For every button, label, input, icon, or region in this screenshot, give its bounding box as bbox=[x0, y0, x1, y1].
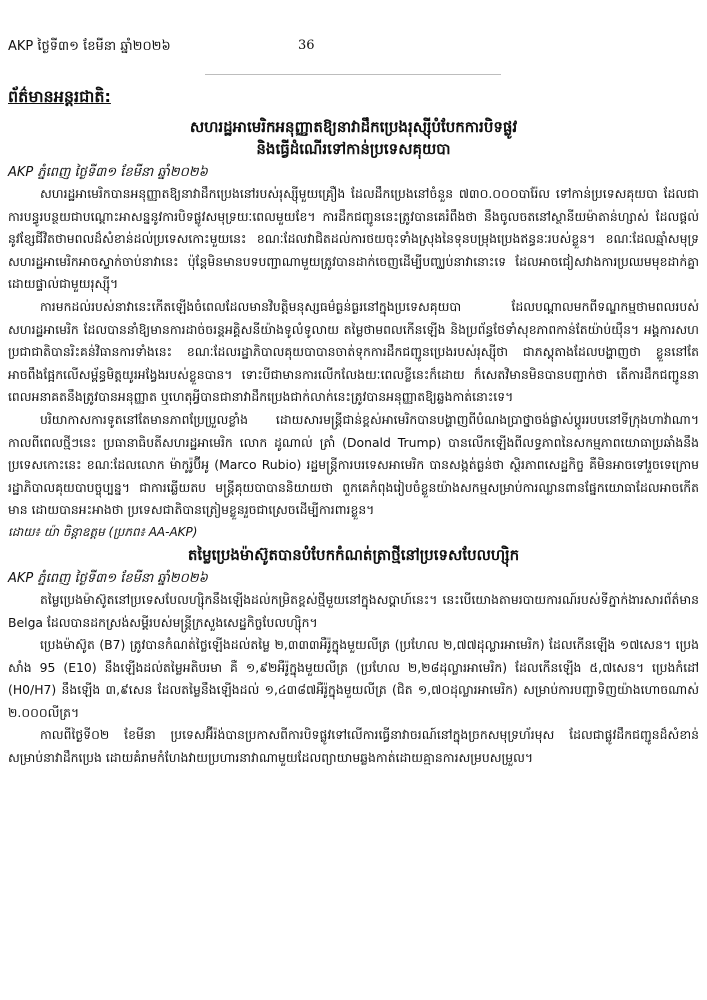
article2-paragraph: ប្រេងម៉ាស៊ូត (B7) ត្រូវបានកំណត់ថ្លៃឡើងដល់តម្លៃ ២,៣៣៣អឺរ៉ូក្នុងមួយលីត្រ (ប្រហែល ២,៧៧ដុល្លារអាមេរិក) ដែលកើនឡើង ១៧សេន។ ប្រេងសាំង 95 (E10) នឹងឡើងដល់តម្លៃអតិបរមា គឺ ១,៩២អឺរ៉ូក្នុងមួយលីត្រ (ប្រហែល ២,២៨ដុល្លារអាមេរិក) ដែលកើនឡើង ៥,៧សេន។ ប្រេងកំដៅ (H0/H7) នឹងឡើង ៣,៩សេន ដែលតម្លៃនឹងឡើងដល់ ១,៤៣៨៧អឺរ៉ូក្នុងមួយលីត្រ (ជិត ១,៧០ដុល្លារអាមេរិក) សម្រាប់ការបញ្ជាទិញយ៉ាងហោចណាស់ ២.០០០លីត្រ។ bbox=[8, 637, 699, 720]
page-number: 36 bbox=[298, 38, 315, 53]
article1-paragraph: សហរដ្ឋអាមេរិកបានអនុញ្ញាតឱ្យនាវាដឹកប្រេងនៅរបស់រុស្ស៊ីមួយគ្រឿង ដែលដឹកប្រេងនៅចំនួន ៧៣០.០០០បារ៉ែល ទៅកាន់ប្រទេសគុយបា ដែលជាការបន្ធូរបន្ថយជាបណ្ដោះអាសន្ននូវការបិទផ្លូវសមុទ្រយៈពេលមួយខែ។ ការដឹកជញ្ជូននេះត្រូវបានគេរំពឹងថា នឹងចូលចតនៅស្ថានីយម៉ាតាន់ហ្សាស់ ដែលផ្ដល់នូវខ្សែជីវិតថាមពលដ៏សំខាន់ដល់ប្រទេសកោះមួយនេះ ខណៈដែលវាជិតដល់ការថយចុះទាំងស្រុងនៃទុនបម្រុងប្រេងឥន្ធនៈរបស់ខ្លួន។ ខណៈដែលឆ្មាំសមុទ្រសហរដ្ឋអាមេរិកអាចស្ទាក់ចាប់នាវានេះ ប៉ុន្តែមិនមានបទបញ្ជាណាមួយត្រូវបានដាក់ចេញដើម្បីបញ្ឈប់នាវានោះទេ ដែលអាចជៀសវាងការប្រឈមមុខដាក់គ្នាដោយផ្ទាល់ជាមួយរុស្ស៊ី។ bbox=[8, 186, 699, 292]
article1-byline: ដោយ៖ យ៉ា ចិន្តាឧត្ដម (ប្រភព៖ AA-AKP) bbox=[8, 524, 198, 539]
article2-dateline: AKP ភ្នំពេញ ថ្ងៃទី៣១ ខែមីនា ឆ្នាំ២០២៦ bbox=[8, 570, 208, 586]
section-title: ព័ត៌មានអន្តរជាតិ: bbox=[8, 87, 111, 106]
header-divider bbox=[205, 74, 501, 75]
running-header: AKP ថ្ងៃទី៣១ ខែមីនា ឆ្នាំ២០២៦ bbox=[8, 39, 171, 54]
article1-paragraph: ការមកដល់របស់នាវានេះកើតឡើងចំពេលដែលមានវិបត្តិមនុស្សធម៌ធ្ងន់ធ្ងរនៅក្នុងប្រទេសគុយបា ដែលបណ្ដាលមកពីទណ្ឌកម្មថាមពលរបស់សហរដ្ឋអាមេរិក ដែលបាននាំឱ្យមានការដាច់ចរន្តអគ្គិសនីយ៉ាងទូលំទូលាយ តម្លៃថាមពលកើនឡើង និងប្រព័ន្ធថែទាំសុខភាពកាន់តែយ៉ាប់យ៉ឺន។ អង្គការសហប្រជាជាតិបានរិះគន់វិធានការទាំងនេះ ខណៈដែលរដ្ឋាភិបាលគុយបាបានចាត់ទុកការដឹកជញ្ជូនប្រេងរបស់រុស្ស៊ីថា ជាភស្ដុតាងដែលបង្ហាញថា ខ្លួននៅតែអាចពឹងផ្អែកលើសម្ព័ន្ធមិត្តយូរអង្វែងរបស់ខ្លួនបាន។ ទោះបីជាមានការលើកលែងយៈពេលខ្លីនេះក៏ដោយ ក៏សេតវិមានមិនបានបញ្ជាក់ថា តើការដឹកជញ្ជូននាពេលអនាគតនឹងត្រូវបានអនុញ្ញាត ឬហេតុអ្វីបានជានាវាដឹកប្រេងជាក់លាក់នេះត្រូវបានអនុញ្ញាតឱ្យឆ្លងកាត់នោះទេ។ bbox=[8, 298, 699, 405]
article1-title-line1: សហរដ្ឋអាមេរិកអនុញ្ញាតឱ្យនាវាដឹកប្រេងរុស្ស៊ីបំបែកការបិទផ្លូវ bbox=[189, 118, 518, 136]
article2-paragraph: កាលពីថ្ងៃទី០២ ខែមីនា ប្រទេសអ៊ីរ៉ង់បានប្រកាសពីការបិទផ្លូវទៅលើការធ្វើនាវាចរណ៍នៅក្នុងច្រកសមុទ្រហ័រមុស ដែលជាផ្លូវដឹកជញ្ជូនដ៏សំខាន់សម្រាប់នាវាដឹកប្រេង ដោយគំរាមកំហែងវាយប្រហារនាវាណាមួយដែលព្យាយាមឆ្លងកាត់ដោយគ្មានការសម្របសម្រួល។ bbox=[8, 727, 699, 766]
article-body bbox=[8, 116, 699, 770]
article1-paragraph: បរិយាកាសការទូតនៅតែមានភាពប្រែប្រួលខ្លាំង ដោយសារមន្ត្រីជាន់ខ្ពស់អាមេរិកបានបង្ហាញពីបំណងប្រាថ្នាចង់ផ្លាស់ប្ដូររបបនៅទីក្រុងហាវ៉ាណា។ កាលពីពេលថ្មីៗនេះ ប្រធានាធិបតីសហរដ្ឋអាមេរិក លោក ដូណាល់ ត្រាំ (Donald Trump) បានលើកឡើងពីលទ្ធភាពនៃសកម្មភាពយោធាប្រឆាំងនឹងប្រទេសកោះនេះ ខណៈដែលលោក ម៉ាកូរ៉ូប៊ីអូ (Marco Rubio) រដ្ឋមន្ត្រីការបរទេសអាមេរិក បានសង្កត់ធ្ងន់ថា ស្ថិរភាពសេដ្ឋកិច្ច គឺមិនអាចទៅរួចទេក្រោមរដ្ឋាភិបាលគុយបាបច្ចុប្បន្ន។ ជាការឆ្លើយតប មន្ត្រីគុយបាបាននិយាយថា ពួកគេកំពុងរៀបចំខ្លួនយ៉ាងសកម្មសម្រាប់ការឈ្លានពានផ្នែកយោធាដែលអាចកើតមាន ដោយបានអះអាងថា ប្រទេសជាតិបានត្រៀមខ្លួនរួចជាស្រេចដើម្បីការពារខ្លួន។ bbox=[8, 411, 699, 518]
article1-title-line2: និងធ្វើដំណើរទៅកាន់ប្រទេសគុយបា bbox=[256, 140, 451, 158]
article2-paragraph: តម្លៃប្រេងម៉ាស៊ូតនៅប្រទេសបែលហ្ស៊ិកនឹងឡើងដល់កម្រិតខ្ពស់ថ្មីមួយនៅក្នុងសប្ដាហ៍នេះ។ នេះបើយោងតាមរបាយការណ៍របស់ទីភ្នាក់ងារសារព័ត៌មាន Belga ដែលបានដកស្រង់សម្ដីរបស់មន្ត្រីក្រសួងសេដ្ឋកិច្ចបែលហ្ស៊ិក។ bbox=[8, 591, 699, 630]
article2-title: តម្លៃប្រេងម៉ាស៊ូតបានបំបែកកំណត់ត្រាថ្មីនៅប្រទេសបែលហ្ស៊ិក bbox=[187, 545, 520, 564]
article1-dateline: AKP ភ្នំពេញ ថ្ងៃទី៣១ ខែមីនា ឆ្នាំ២០២៦ bbox=[8, 165, 208, 180]
